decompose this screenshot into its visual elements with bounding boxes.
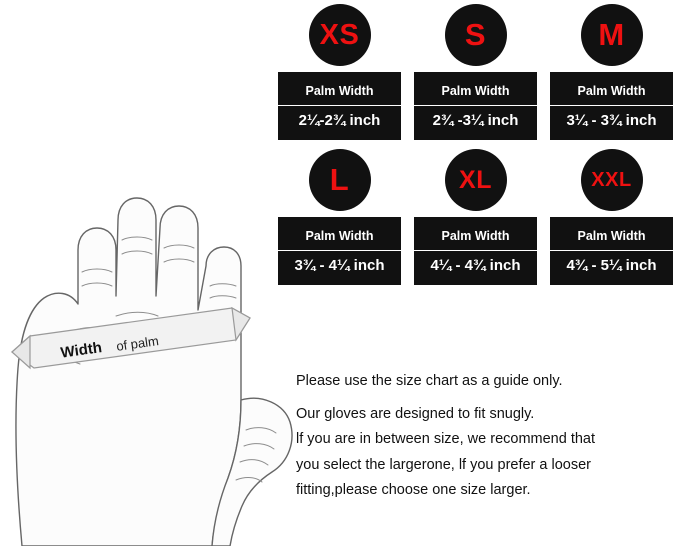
size-badge-xl: XL bbox=[445, 149, 507, 211]
note-guide-only: Please use the size chart as a guide only. bbox=[296, 373, 563, 389]
palm-width-label-bold: Width bbox=[59, 339, 104, 362]
size-value-s: 2¾ -3¼ inch bbox=[432, 111, 519, 129]
divider bbox=[550, 250, 673, 251]
hand-outline-svg bbox=[0, 100, 300, 546]
size-cell-l bbox=[278, 149, 401, 285]
sizing-notes bbox=[296, 374, 672, 516]
size-metric-label-xl: Palm Width bbox=[441, 228, 510, 243]
size-metric-label-xxl: Palm Width bbox=[577, 228, 646, 243]
size-value-l: 3¾ - 4¼ inch bbox=[294, 256, 385, 274]
divider bbox=[550, 105, 673, 106]
size-metric-label-s: Palm Width bbox=[441, 83, 510, 98]
divider bbox=[414, 105, 537, 106]
size-cell-xs bbox=[278, 4, 401, 140]
size-value-xs: 2¼-2¾ inch bbox=[298, 111, 381, 129]
size-cell-m bbox=[550, 4, 673, 140]
note-between-size-2: you select the largerone, lf you prefer a looser bbox=[296, 456, 591, 473]
size-value-xl: 4¼ - 4¾ inch bbox=[430, 256, 521, 274]
size-badge-m: M bbox=[581, 4, 643, 66]
divider bbox=[278, 250, 401, 251]
size-chart-row-2 bbox=[278, 149, 674, 285]
size-metric-label-l: Palm Width bbox=[305, 228, 374, 243]
size-badge-l: L bbox=[309, 149, 371, 211]
size-metric-label-xs: Palm Width bbox=[305, 83, 374, 98]
size-box-xxl bbox=[550, 217, 673, 285]
size-value-m: 3¼ - 3¾ inch bbox=[566, 111, 657, 129]
size-box-m bbox=[550, 72, 673, 140]
hand-diagram bbox=[0, 100, 300, 546]
size-metric-label-m: Palm Width bbox=[577, 83, 646, 98]
divider bbox=[278, 105, 401, 106]
note-between-size-3: fitting,please choose one size larger. bbox=[296, 482, 531, 498]
size-cell-s bbox=[414, 4, 537, 140]
note-between-size-1: lf you are in between size, we recommend that bbox=[296, 431, 596, 447]
size-cell-xxl bbox=[550, 149, 673, 285]
size-cell-xl bbox=[414, 149, 537, 285]
size-box-l bbox=[278, 217, 401, 285]
size-chart bbox=[278, 4, 674, 314]
size-badge-s: S bbox=[445, 4, 507, 66]
size-badge-xs: XS bbox=[309, 4, 371, 66]
size-box-xl bbox=[414, 217, 537, 285]
note-snug-fit: Our gloves are designed to fit snugly. bbox=[296, 405, 535, 422]
size-box-s bbox=[414, 72, 537, 140]
size-box-xs bbox=[278, 72, 401, 140]
size-badge-xxl: XXL bbox=[581, 149, 643, 211]
size-value-xxl: 4¾ - 5¼ inch bbox=[566, 256, 657, 274]
size-chart-row-1 bbox=[278, 4, 674, 140]
palm-width-label-rest: of palm bbox=[115, 333, 160, 354]
divider bbox=[414, 250, 537, 251]
